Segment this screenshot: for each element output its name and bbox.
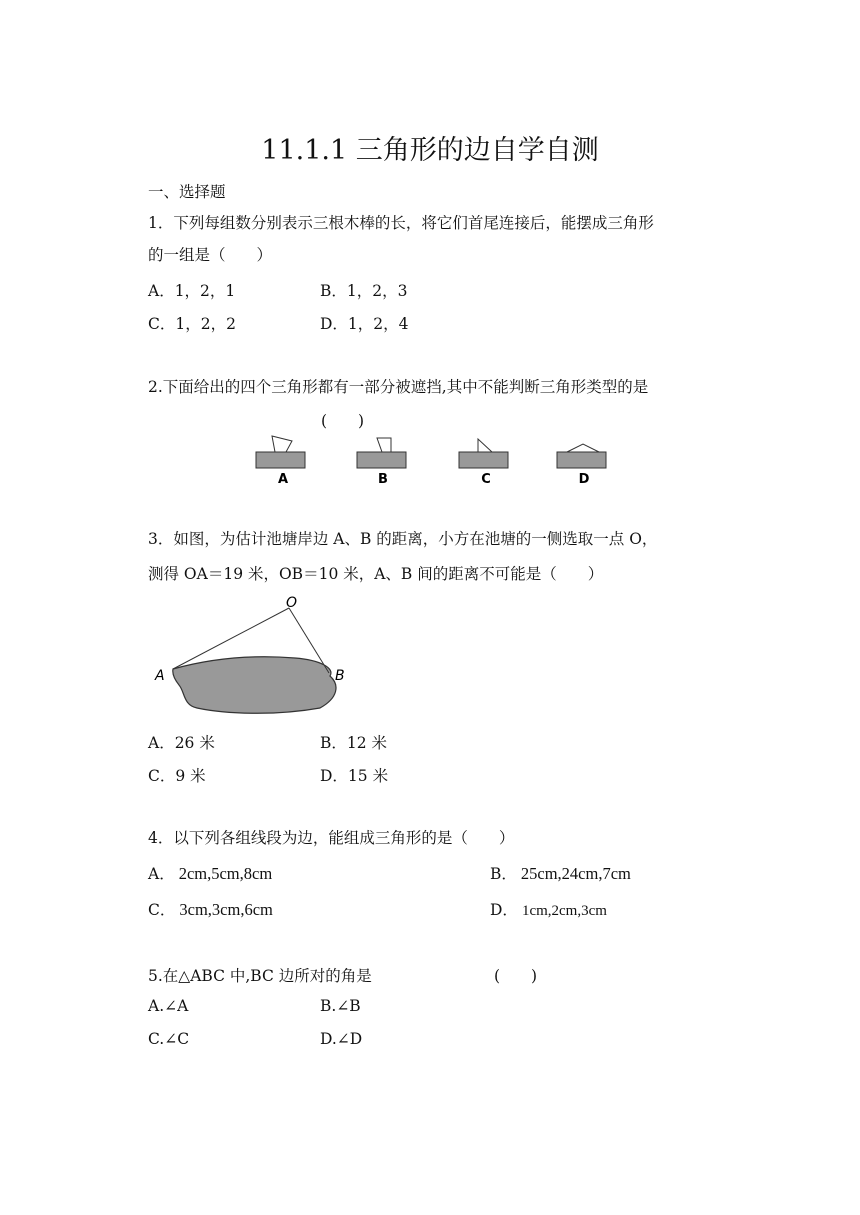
- figure-d-label: D: [578, 472, 590, 487]
- question-2-bracket: ( ): [321, 412, 365, 430]
- question-5-option-a: A.∠A: [148, 997, 189, 1015]
- question-2-line-1: 2.下面给出的四个三角形都有一部分被遮挡,其中不能判断三角形类型的是: [148, 378, 649, 396]
- question-3-option-d: D．15 米: [320, 767, 389, 785]
- question-2-figure: [250, 430, 620, 490]
- option-letter: B．: [490, 865, 517, 883]
- question-1-option-c: C．1，2，2: [148, 315, 236, 333]
- option-letter: A．: [148, 865, 175, 883]
- option-letter: C．: [148, 901, 176, 919]
- option-value: 1cm,2cm,3cm: [521, 903, 607, 919]
- page-title: 11.1.1 三角形的边自学自测: [261, 135, 599, 166]
- figure-a-cover: [256, 452, 305, 468]
- question-4-line-1: 4．以下列各组线段为边，能组成三角形的是（ ）: [148, 829, 515, 847]
- figure-a-label: A: [277, 472, 289, 487]
- option-value: 25cm,24cm,7cm: [520, 864, 631, 883]
- figure-d-cover: [557, 452, 606, 468]
- figure-a: [256, 436, 305, 487]
- point-o-label: O: [286, 595, 298, 611]
- question-4-option-c: [148, 898, 273, 920]
- figure-c-cover: [459, 452, 508, 468]
- figure-d: [557, 444, 606, 487]
- question-1-line-2: 的一组是（ ）: [148, 246, 273, 264]
- option-value: 2cm,5cm,8cm: [178, 864, 273, 883]
- figure-c-label: C: [481, 472, 491, 487]
- question-3-option-b: B．12 米: [320, 734, 388, 752]
- question-3-option-a: A．26 米: [148, 734, 215, 752]
- question-4-option-d: [490, 898, 607, 920]
- question-4-option-b: [490, 862, 631, 884]
- question-5-option-d: D.∠D: [320, 1030, 363, 1048]
- figure-b-triangle: [377, 438, 391, 452]
- option-letter: D．: [490, 901, 518, 919]
- question-1-option-d: D．1，2，4: [320, 315, 409, 333]
- figure-b-label: B: [378, 472, 388, 487]
- question-3-line-1: 3．如图，为估计池塘岸边 A、B 的距离，小方在池塘的一侧选取一点 O，: [148, 530, 658, 548]
- figure-b-cover: [357, 452, 406, 468]
- question-5-bracket: ( ): [494, 967, 538, 985]
- figure-c: [459, 439, 508, 487]
- point-a-label: A: [155, 668, 165, 684]
- question-5-option-c: C.∠C: [148, 1030, 190, 1048]
- figure-b: [357, 438, 406, 487]
- section-heading: 一、选择题: [148, 183, 226, 201]
- question-4-option-a: [148, 862, 272, 884]
- figure-d-triangle: [567, 444, 599, 452]
- point-b-label: B: [335, 668, 345, 684]
- figure-a-triangle: [272, 436, 292, 452]
- question-1-line-1: 1．下列每组数分别表示三根木棒的长，将它们首尾连接后，能摆成三角形: [148, 214, 654, 232]
- question-5-option-b: B.∠B: [320, 997, 361, 1015]
- pond-shape: [173, 657, 336, 714]
- question-3-option-c: C．9 米: [148, 767, 206, 785]
- figure-c-triangle: [478, 439, 492, 452]
- option-value: 3cm,3cm,6cm: [179, 900, 273, 919]
- question-5-line-1: 5.在△ABC 中,BC 边所对的角是: [148, 967, 372, 985]
- pond-figure: [145, 590, 370, 720]
- question-1-option-a: A．1，2，1: [148, 282, 236, 300]
- question-1-option-b: B．1，2，3: [320, 282, 408, 300]
- question-3-line-2: 测得 OA＝19 米，OB＝10 米，A、B 间的距离不可能是（ ）: [148, 565, 604, 583]
